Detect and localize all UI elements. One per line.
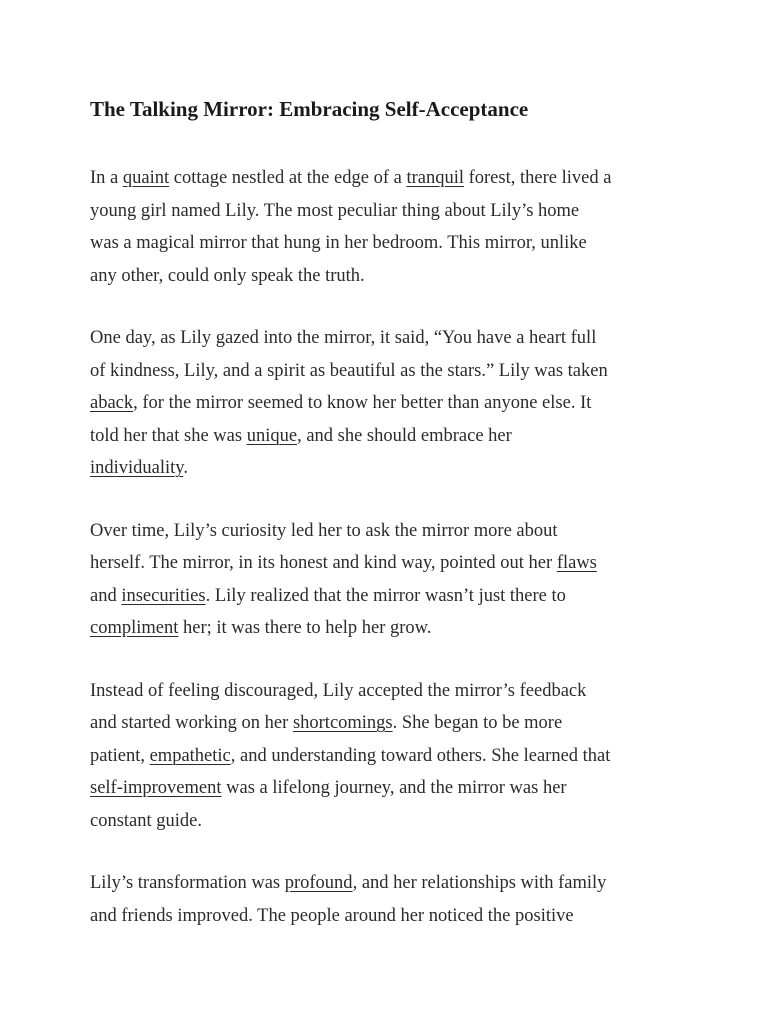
text-line [90,707,690,740]
text-line [90,322,690,355]
text-line [90,547,690,580]
text-line [90,195,690,228]
text-line [90,420,690,453]
text-segment: One day, as Lily gazed into the mirror, it said, “You have a heart full [90,328,597,348]
underlined-word: compliment [90,618,179,638]
underlined-word: self-improvement [90,778,222,798]
text-segment: , and understanding toward others. She learned that [230,745,611,766]
text-segment: . She began to be more [392,713,563,733]
text-segment: was a lifelong journey, and the mirror was her [221,778,567,798]
paragraph [90,162,690,292]
underlined-word: individuality [90,458,184,478]
text-segment: , for the mirror seemed to know her better than anyone else. It [133,393,592,413]
text-line [90,805,690,838]
underlined-word: shortcomings [292,713,393,733]
text-line [90,162,690,195]
text-segment: her; it was there to help her grow. [178,618,432,638]
text-segment: and [90,585,122,606]
text-segment: . [183,458,188,478]
text-line [90,612,690,645]
text-segment: and friends improved. The people around her noticed the positive [90,905,574,926]
paragraph [90,322,690,485]
text-line [90,900,690,933]
text-segment: forest, there lived a [463,168,612,188]
paragraph [90,515,690,645]
text-segment: and started working on her [90,713,293,733]
text-line [90,740,690,773]
text-segment: patient, [90,745,150,766]
text-segment: In a [90,168,123,188]
text-segment: Over time, Lily’s curiosity led her to ask the mirror more about [90,520,558,541]
text-line [90,387,690,420]
text-line [90,227,690,260]
underlined-word: profound [284,873,353,893]
text-line [90,452,690,485]
text-line [90,867,690,900]
text-segment: Instead of feeling discouraged, Lily accepted the mirror’s feedback [90,680,587,701]
text-line [90,355,690,388]
paragraph [90,675,690,838]
text-segment: herself. The mirror, in its honest and kind way, pointed out her [90,553,557,573]
document-title: The Talking Mirror: Embracing Self-Acceptance [90,97,529,121]
text-segment: , and her relationships with family [352,873,607,893]
text-segment: Lily’s transformation was [90,873,285,893]
text-segment: was a magical mirror that hung in her bedroom. This mirror, unlike [90,233,587,253]
paragraph [90,867,690,932]
text-line [90,675,690,708]
text-segment: constant guide. [90,810,203,831]
document-page [90,92,690,962]
text-line [90,772,690,805]
text-segment: any other, could only speak the truth. [90,265,365,286]
underlined-word: flaws [556,553,597,573]
text-line [90,515,690,548]
document-body [90,162,690,932]
text-segment: young girl named Lily. The most peculiar thing about Lily’s home [90,200,580,221]
text-line [90,260,690,293]
text-segment: . Lily realized that the mirror wasn’t just there to [205,585,566,606]
underlined-word: tranquil [406,168,464,188]
text-segment: told her that she was [90,425,247,446]
underlined-word: quaint [122,168,170,188]
text-segment: of kindness, Lily, and a spirit as beautiful as the stars.” Lily was taken [90,360,608,381]
text-line [90,580,690,613]
underlined-word: empathetic [149,745,231,766]
underlined-word: unique [246,425,298,446]
underlined-word: insecurities [121,585,206,606]
text-segment: , and she should embrace her [297,425,512,446]
underlined-word: aback [90,393,134,413]
text-segment: cottage nestled at the edge of a [169,168,407,188]
